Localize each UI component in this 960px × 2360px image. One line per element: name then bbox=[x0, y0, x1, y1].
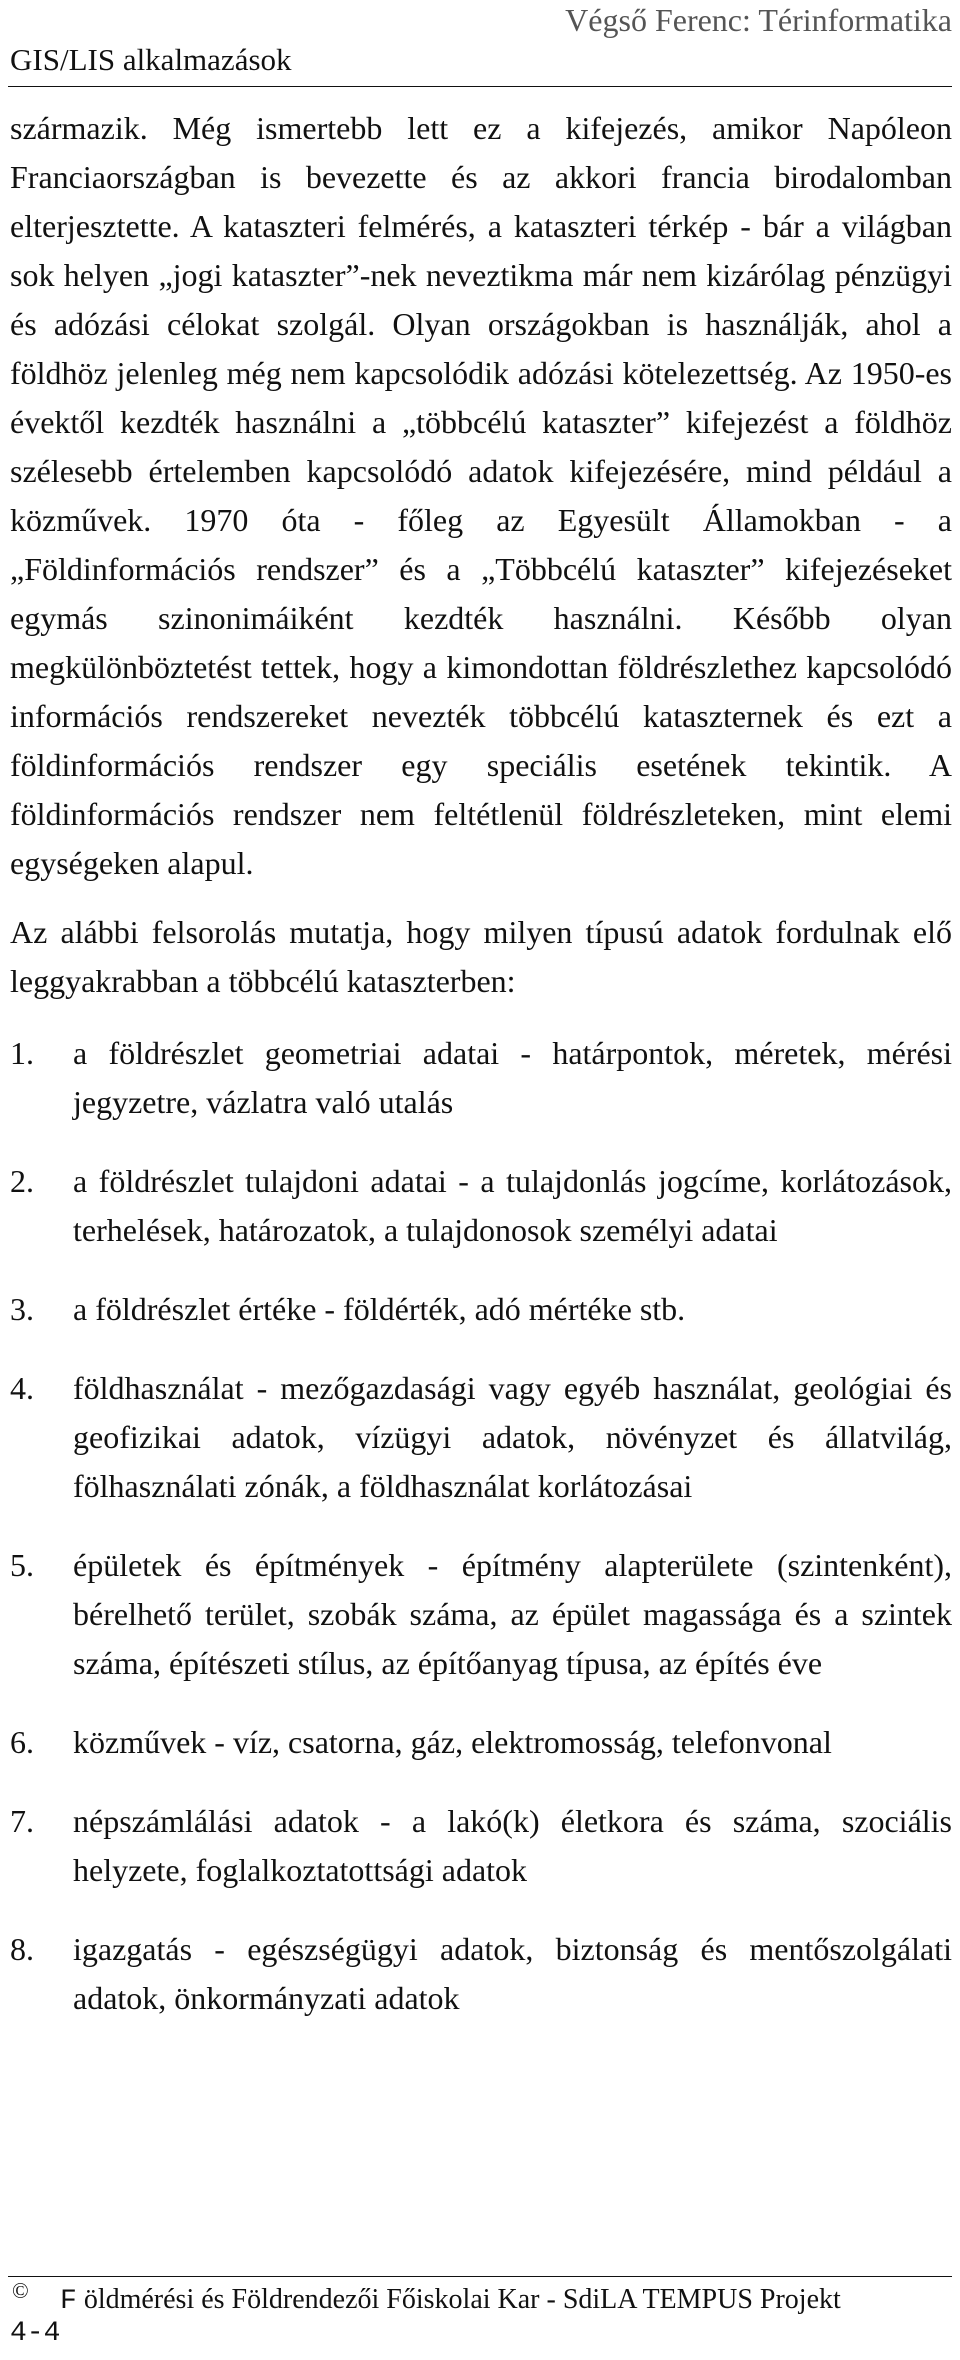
list-item-number: 7. bbox=[10, 1803, 34, 1839]
list-item-number: 1. bbox=[10, 1035, 34, 1071]
list-item bbox=[10, 1541, 952, 1688]
header-author-title: Végső Ferenc: Térinformatika bbox=[565, 2, 952, 38]
list-item bbox=[10, 1285, 952, 1334]
header-course-title: GIS/LIS alkalmazások bbox=[10, 42, 292, 77]
list-item bbox=[10, 1925, 952, 2023]
list-item-text: a földrészlet tulajdoni adatai - a tulajdonlás jogcíme, korlátozások, terhelések, határozatok, a tulajdonosok személyi adatai bbox=[73, 1163, 952, 1248]
list-item bbox=[10, 1157, 952, 1255]
paragraph-list-intro: Az alábbi felsorolás mutatja, hogy milyen típusú adatok fordulnak elő leggyakrabban a többcélú kataszterben: bbox=[10, 914, 952, 999]
body-text bbox=[10, 104, 952, 2053]
list-item-text: a földrészlet értéke - földérték, adó mértéke stb. bbox=[73, 1291, 686, 1327]
footer-initial: F bbox=[60, 2286, 77, 2317]
list-item-number: 4. bbox=[10, 1370, 34, 1406]
list-item bbox=[10, 1718, 952, 1767]
page-number: 4-4 bbox=[10, 2318, 61, 2349]
list-item-number: 8. bbox=[10, 1931, 34, 1967]
list-item-text: földhasználat - mezőgazdasági vagy egyéb használat, geológiai és geofizikai adatok, vízügyi adatok, növényzet és állatvilág, fölhasználati zónák, a földhasználat korlátozásai bbox=[73, 1370, 952, 1504]
list-item bbox=[10, 1029, 952, 1127]
list-item-text: népszámlálási adatok - a lakó(k) életkora és száma, szociális helyzete, foglalkoztatottsági adatok bbox=[73, 1803, 952, 1888]
list-item-text: a földrészlet geometriai adatai - határpontok, méretek, mérési jegyzetre, vázlatra való utalás bbox=[73, 1035, 952, 1120]
list-item-text: épületek és építmények - építmény alapterülete (szintenként), bérelhető terület, szobák száma, az épület magassága és a szintek száma, építészeti stílus, az építőanyag típusa, az építés éve bbox=[73, 1547, 952, 1681]
list-item-text: igazgatás - egészségügyi adatok, biztonság és mentőszolgálati adatok, önkormányzati adatok bbox=[73, 1931, 952, 2016]
list-item-number: 6. bbox=[10, 1724, 34, 1760]
footer-divider bbox=[8, 2276, 952, 2277]
list-item-number: 2. bbox=[10, 1163, 34, 1199]
list-item-text: közművek - víz, csatorna, gáz, elektromosság, telefonvonal bbox=[73, 1724, 832, 1760]
paragraph-history: származik. Még ismertebb lett ez a kifejezés, amikor Napóleon Franciaországban is bevezette és az akkori francia birodalomban elterjesztette. A kataszteri felmérés, a kataszteri térkép - bár a világban sok helyen „jogi kataszter”-nek neveztikma már nem kizárólag pénzügyi és adózási célokat szolgál. Olyan országokban is használják, ahol a földhöz jelenleg még nem kapcsolódik adózási kötelezettség. Az 1950-es évektől kezdték használni a „többcélú kataszter” kifejezést a földhöz szélesebb értelemben kapcsolódó adatok kifejezésére, mind például a közművek. 1970 óta - főleg az Egyesült Államokban - a „Földinformációs rendszer” és a „Többcélú kataszter” kifejezéseket egymás szinonimáiként kezdték használni. Később olyan megkülönböztetést tettek, hogy a kimondottan földrészlethez kapcsolódó információs rendszereket nevezték többcélú kataszternek és ezt a földinformációs rendszer egy speciális esetének tekintik. A földinformációs rendszer nem feltétlenül földrészleteken, mint elemi egységeken alapul. bbox=[10, 110, 952, 881]
footer-institution-text: öldmérési és Földrendezői Főiskolai Kar - SdiLA TEMPUS Projekt bbox=[76, 2284, 841, 2315]
list-item-number: 3. bbox=[10, 1291, 34, 1327]
copyright-icon: © bbox=[12, 2278, 29, 2303]
data-types-list bbox=[10, 1029, 952, 2023]
list-item bbox=[10, 1364, 952, 1511]
list-item-number: 5. bbox=[10, 1547, 34, 1583]
list-item bbox=[10, 1797, 952, 1895]
footer-institution bbox=[60, 2284, 841, 2317]
header-divider bbox=[8, 86, 952, 87]
